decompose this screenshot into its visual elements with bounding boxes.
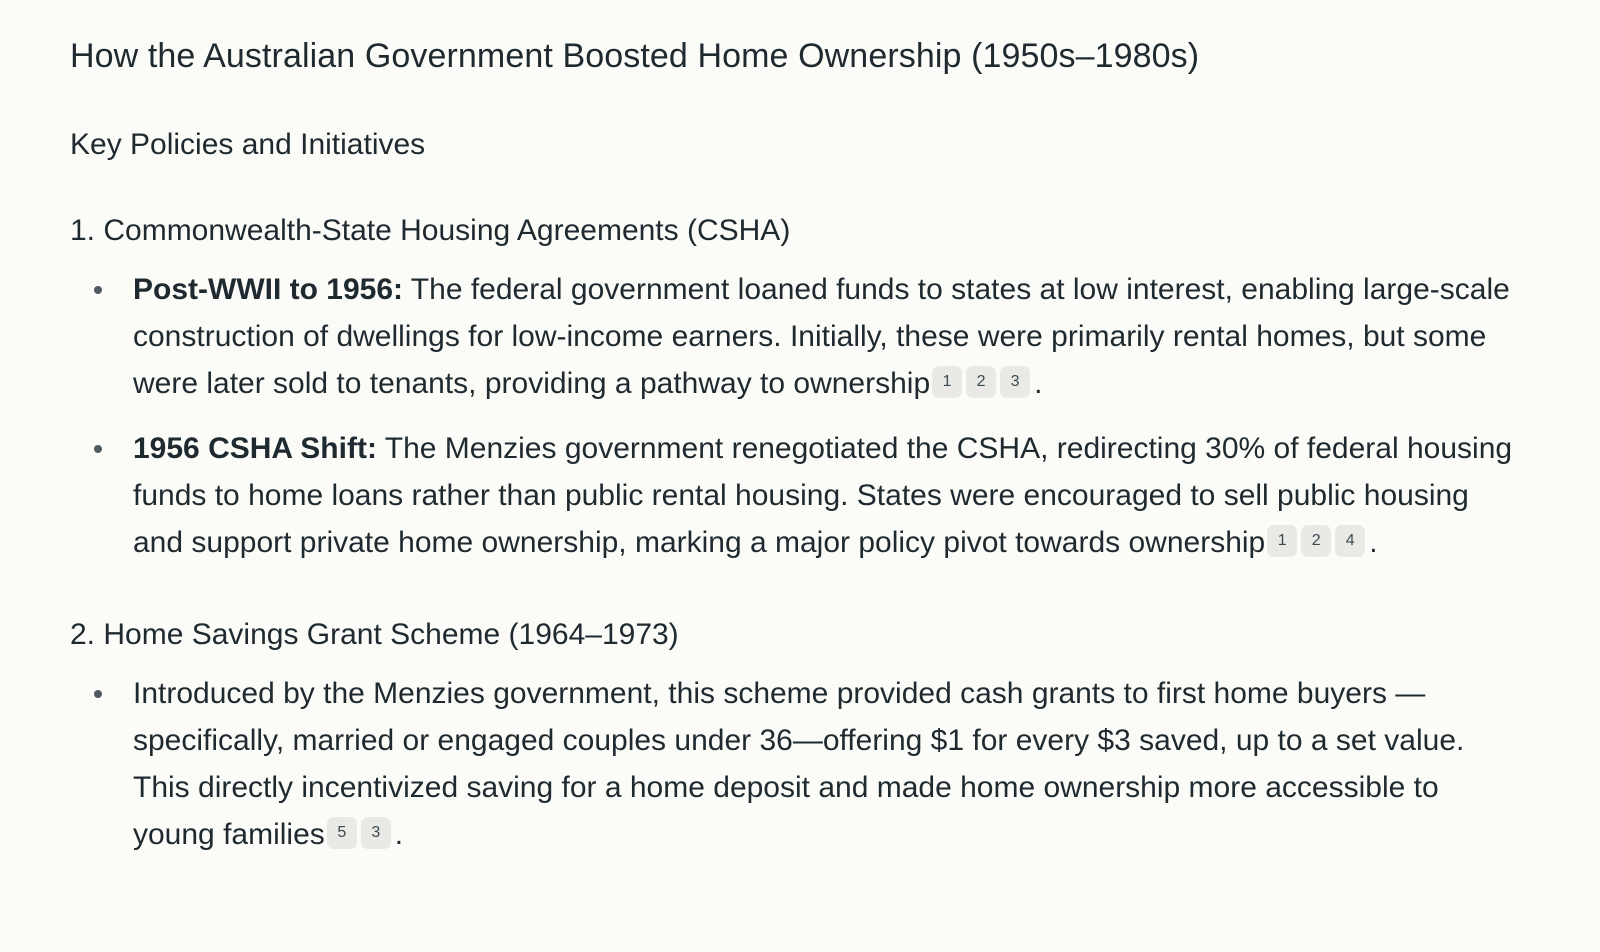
- citation-badge[interactable]: 1: [1267, 525, 1297, 557]
- citation-badge[interactable]: 1: [932, 366, 962, 398]
- bullet-text: The federal government loaned funds to states at low interest, enabling large-scale construction of dwellings for low-income earners. Initially, these were primarily rental homes, but some were later sold to tenants, providing a pathway to ownership: [133, 273, 1510, 400]
- section-heading-home-savings-grant: 2. Home Savings Grant Scheme (1964–1973): [70, 618, 679, 651]
- page-subtitle: Key Policies and Initiatives: [70, 128, 426, 161]
- bullet-list-csha: [70, 266, 1530, 566]
- list-item: [70, 670, 1530, 858]
- citation-badge[interactable]: 5: [327, 817, 357, 849]
- citation-badge[interactable]: 3: [361, 817, 391, 849]
- bullet-lead: Post-WWII to 1956:: [133, 273, 404, 306]
- bullet-dot-icon: [94, 286, 102, 294]
- bullet-dot-icon: [94, 445, 102, 453]
- bullet-text: The Menzies government renegotiated the CSHA, redirecting 30% of federal housing funds to home loans rather than public rental housing. States were encouraged to sell public housing and support private home ownership, marking a major policy pivot towards ownership: [133, 432, 1513, 559]
- bullet-dot-icon: [94, 690, 102, 698]
- citation-badge[interactable]: 4: [1335, 525, 1365, 557]
- list-item: [70, 425, 1530, 566]
- citation-badge[interactable]: 3: [1000, 366, 1030, 398]
- sentence-end: .: [1034, 367, 1043, 400]
- citation-badge[interactable]: 2: [966, 366, 996, 398]
- page-title: How the Australian Government Boosted Home Ownership (1950s–1980s): [70, 37, 1200, 75]
- sentence-end: .: [394, 818, 404, 851]
- bullet-lead: 1956 CSHA Shift:: [133, 432, 377, 465]
- list-item: [70, 266, 1530, 407]
- citation-badge[interactable]: 2: [1301, 525, 1331, 557]
- bullet-list-home-savings-grant: [70, 670, 1530, 858]
- bullet-text: Introduced by the Menzies government, this scheme provided cash grants to first home buyers —specifically, married or engaged couples under 36—offering $1 for every $3 saved, up to a set value. This directly incentivized saving for a home deposit and made home ownership more accessible to young families: [133, 677, 1465, 851]
- sentence-end: .: [1369, 526, 1378, 559]
- section-heading-csha: 1. Commonwealth-State Housing Agreements (CSHA): [70, 214, 791, 247]
